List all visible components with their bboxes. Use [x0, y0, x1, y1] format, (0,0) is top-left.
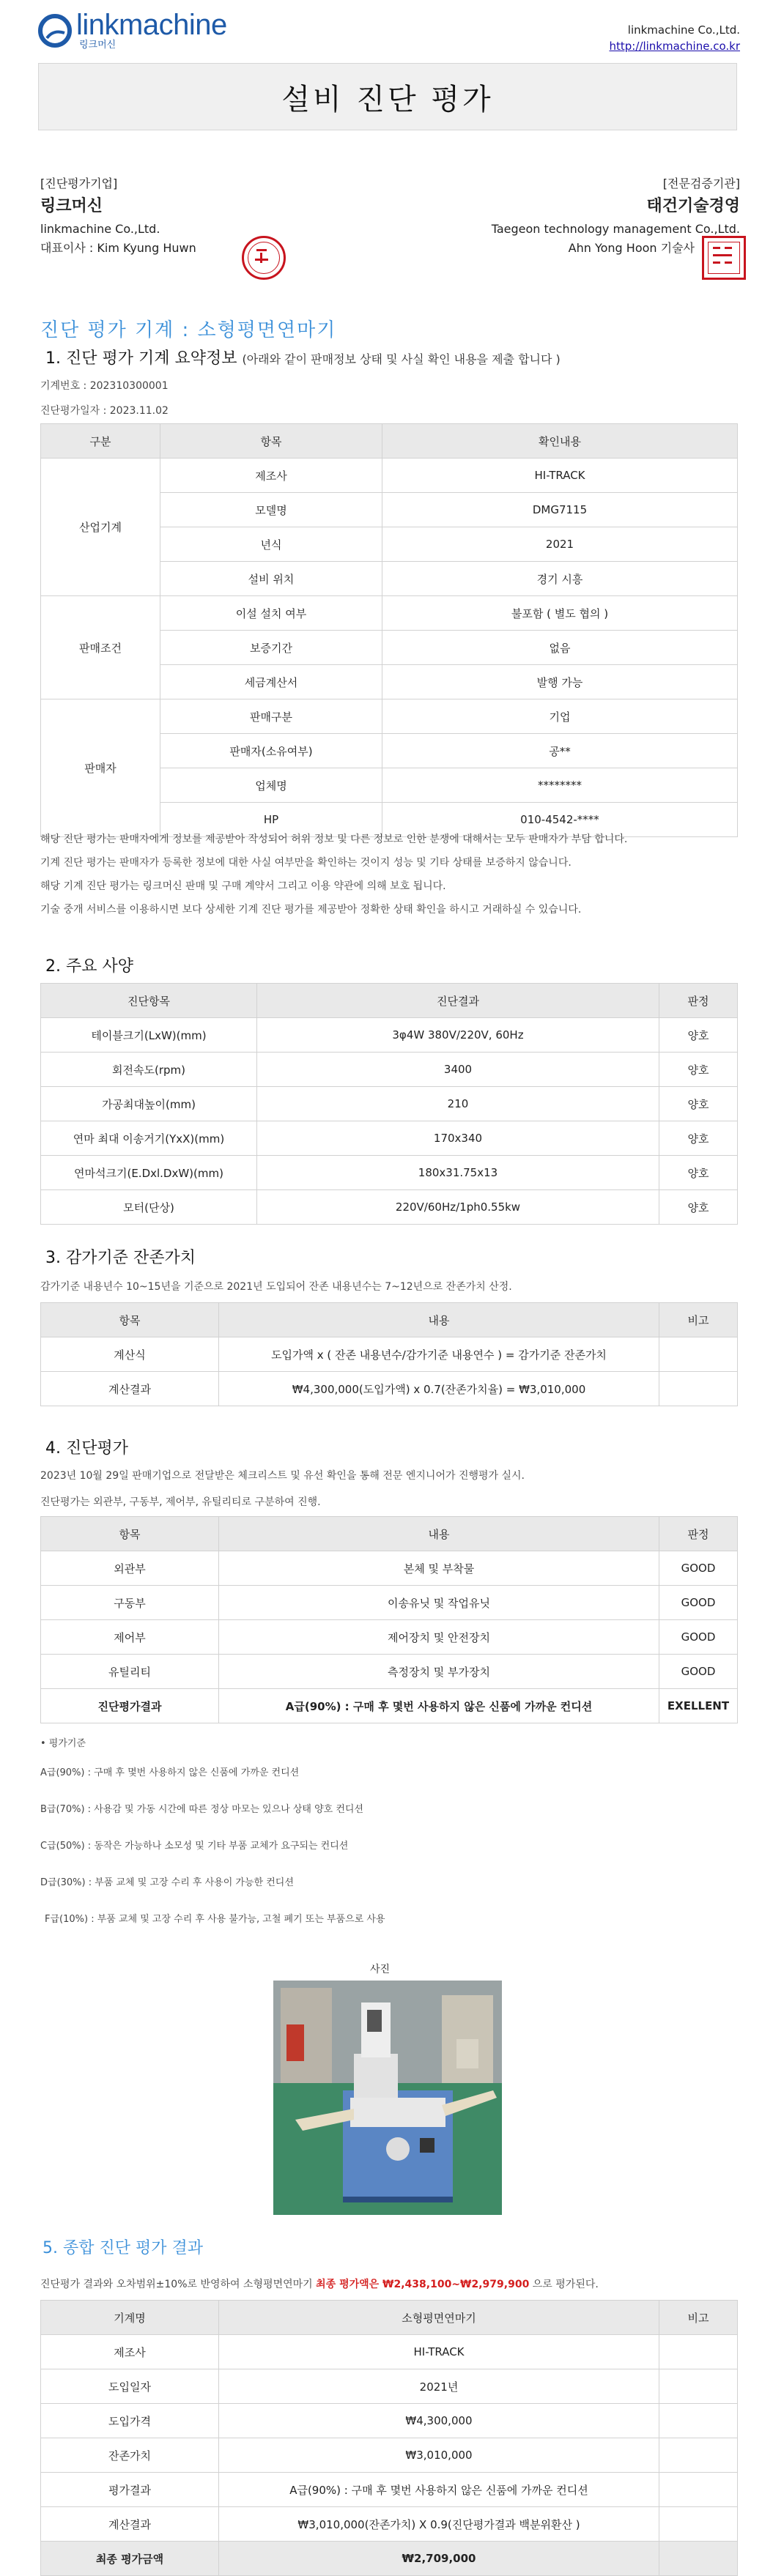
- section4-description-1: 2023년 10월 29일 판매기업으로 전달받은 체크리스트 및 유선 확인을 통해 전문 엔지니어가 진행평가 실시.: [40, 1470, 525, 1482]
- table-cell: 제조사: [41, 2335, 219, 2369]
- final-table-header: [41, 2301, 738, 2335]
- grade-line: D급(30%) : 부품 교체 및 고장 수리 후 사용이 가능한 컨디션: [40, 1877, 294, 1888]
- table-row: [41, 1121, 738, 1156]
- table-cell: ₩4,300,000(도입가액) x 0.7(잔존가치율) = ₩3,010,000: [219, 1372, 659, 1406]
- disclaimer-line: 기계 진단 평가는 판매자가 등록한 정보에 대한 사실 여부만을 확인하는 것이지 성능 및 기타 상태를 보증하지 않습니다.: [40, 857, 572, 869]
- result-label: 진단평가결과: [41, 1689, 219, 1723]
- table-cell: 170x340: [257, 1121, 659, 1156]
- table-cell: 이송유닛 및 작업유닛: [219, 1586, 659, 1620]
- grade-line: F급(10%) : 부품 교체 및 고장 수리 후 사용 불가능, 고철 폐기 또는 부품으로 사용: [45, 1914, 385, 1925]
- value-cell: HI-TRACK: [382, 459, 738, 493]
- value-cell: ********: [382, 768, 738, 803]
- value-cell: DMG7115: [382, 493, 738, 527]
- table-cell: 제어장치 및 안전장치: [219, 1620, 659, 1655]
- table-cell: 모터(단상): [41, 1190, 257, 1225]
- value-cell: 발행 가능: [382, 665, 738, 699]
- table-row: [41, 699, 738, 734]
- table-row: [41, 2507, 738, 2542]
- table-cell: 양호: [659, 1087, 738, 1121]
- item-cell: 이설 설치 여부: [160, 596, 382, 631]
- table-cell: 본체 및 부착물: [219, 1551, 659, 1586]
- company-website-link[interactable]: http://linkmachine.co.kr: [609, 40, 740, 53]
- table-row: [41, 1156, 738, 1190]
- total-label: 최종 평가금액: [41, 2542, 219, 2576]
- table-cell: HI-TRACK: [219, 2335, 659, 2369]
- table-cell: [659, 1337, 738, 1372]
- column-header: 기계명: [41, 2301, 219, 2335]
- diagnosis-date: 진단평가일자 : 2023.11.02: [40, 405, 169, 417]
- table-cell: 회전속도(rpm): [41, 1053, 257, 1087]
- final-table: [40, 2300, 738, 2576]
- column-header: 비고: [659, 1303, 738, 1337]
- result-judgement: EXELLENT: [659, 1689, 738, 1723]
- value-cell: 불포함 ( 별도 협의 ): [382, 596, 738, 631]
- table-cell: 2021년: [219, 2369, 659, 2404]
- final-range-text: 최종 평가액은 ₩2,438,100~₩2,979,900: [316, 2279, 530, 2290]
- table-cell: 양호: [659, 1121, 738, 1156]
- table-cell: A급(90%) : 구매 후 몇번 사용하지 않은 신품에 가까운 컨디션: [219, 2473, 659, 2507]
- client-name: 링크머신: [40, 197, 103, 215]
- table-cell: GOOD: [659, 1551, 738, 1586]
- item-cell: 모델명: [160, 493, 382, 527]
- machine-photo-image: [273, 1981, 502, 2215]
- disclaimer-line: 해당 진단 평가는 판매자에게 정보를 제공받아 작성되어 허위 정보 및 다른 정보로 인한 분쟁에 대해서는 모두 판매자가 부담 합니다.: [40, 834, 628, 845]
- machine-title: 진단 평가 기계 : 소형평면연마기: [40, 319, 337, 341]
- table-cell: 3400: [257, 1053, 659, 1087]
- table-row: [41, 1018, 738, 1053]
- section3-heading: 3. 감가기준 잔존가치: [45, 1249, 196, 1267]
- column-header: 진단결과: [257, 984, 659, 1018]
- table-cell: [659, 2473, 738, 2507]
- logo-subtext: 링크머신: [79, 40, 116, 51]
- table-cell: 유틸리티: [41, 1655, 219, 1689]
- spec-table-header: [41, 984, 738, 1018]
- page-title: 설비 진단 평가: [281, 82, 494, 116]
- table-row: [41, 1655, 738, 1689]
- column-header: 항목: [160, 424, 382, 459]
- column-header: 소형평면연마기: [219, 2301, 659, 2335]
- item-cell: 세금계산서: [160, 665, 382, 699]
- grade-line: A급(90%) : 구매 후 몇번 사용하지 않은 신품에 가까운 컨디션: [40, 1767, 300, 1778]
- table-cell: [659, 2507, 738, 2542]
- table-cell: [659, 2369, 738, 2404]
- table-cell: 210: [257, 1087, 659, 1121]
- item-cell: HP: [160, 803, 382, 837]
- evaluation-table-header: [41, 1517, 738, 1551]
- table-cell: 측정장치 및 부가장치: [219, 1655, 659, 1689]
- section3-description: 감가기준 내용년수 10~15년을 기준으로 2021년 도입되어 잔존 내용년수는 7~12년으로 잔존가치 산정.: [40, 1281, 512, 1293]
- item-cell: 보증기간: [160, 631, 382, 665]
- table-row: [41, 1620, 738, 1655]
- column-header: 판정: [659, 984, 738, 1018]
- total-note: [659, 2542, 738, 2576]
- item-cell: 제조사: [160, 459, 382, 493]
- group-cell: 산업기계: [41, 459, 160, 596]
- column-header: 비고: [659, 2301, 738, 2335]
- machine-photo: [273, 1981, 502, 2215]
- item-cell: 판매구분: [160, 699, 382, 734]
- client-seal-icon: [242, 236, 286, 280]
- value-cell: 기업: [382, 699, 738, 734]
- table-cell: 테이블크기(LxW)(mm): [41, 1018, 257, 1053]
- photo-caption: 사진: [370, 1964, 391, 1975]
- value-cell: 공**: [382, 734, 738, 768]
- disclaimer-line: 해당 기계 진단 평가는 링크머신 판매 및 구매 계약서 그리고 이용 약관에 의해 보호 됩니다.: [40, 880, 446, 892]
- final-total-row: [41, 2542, 738, 2576]
- table-cell: [659, 2335, 738, 2369]
- table-row: [41, 2404, 738, 2438]
- header-company-info: [610, 22, 741, 54]
- column-header: 구분: [41, 424, 160, 459]
- column-header: 내용: [219, 1517, 659, 1551]
- table-cell: 도입가격: [41, 2404, 219, 2438]
- client-info: [40, 174, 196, 258]
- summary-table-header: [41, 424, 738, 459]
- certifier-seal-icon: [702, 236, 746, 280]
- table-cell: 도입일자: [41, 2369, 219, 2404]
- table-row: [41, 1586, 738, 1620]
- disclaimer-notes: [40, 828, 627, 921]
- section1-heading-text: 1. 진단 평가 기계 요약정보: [45, 349, 237, 368]
- machine-number: 기계번호 : 202310300001: [40, 380, 169, 392]
- table-row: [41, 596, 738, 631]
- depreciation-table-header: [41, 1303, 738, 1337]
- table-cell: 계산식: [41, 1337, 219, 1372]
- evaluation-result-row: [41, 1689, 738, 1723]
- section4-heading: 4. 진단평가: [45, 1439, 128, 1458]
- table-cell: GOOD: [659, 1655, 738, 1689]
- section1-heading: [45, 346, 561, 368]
- grade-criteria: [40, 1733, 385, 1938]
- table-cell: 도입가액 x ( 잔존 내용년수/감가기준 내용연수 ) = 감가기준 잔존가치: [219, 1337, 659, 1372]
- company-logo: [38, 10, 227, 51]
- table-cell: 연마석크기(E.Dxl.DxW)(mm): [41, 1156, 257, 1190]
- table-row: [41, 2438, 738, 2473]
- table-cell: 가공최대높이(mm): [41, 1087, 257, 1121]
- spec-table: [40, 983, 738, 1225]
- section2-heading: 2. 주요 사양: [45, 957, 133, 976]
- value-cell: 없음: [382, 631, 738, 665]
- table-cell: 양호: [659, 1018, 738, 1053]
- header-company-name: linkmachine Co.,Ltd.: [627, 23, 740, 37]
- table-cell: 3φ4W 380V/220V, 60Hz: [257, 1018, 659, 1053]
- certifier-name: 태건기술경영: [646, 197, 740, 215]
- logo-swirl-icon: [38, 14, 72, 48]
- logo-text: linkmachine: [76, 9, 227, 41]
- table-row: [41, 1190, 738, 1225]
- section5-summary: [40, 2276, 599, 2291]
- value-cell: 경기 시흥: [382, 562, 738, 596]
- table-cell: 180x31.75x13: [257, 1156, 659, 1190]
- table-cell: [659, 2404, 738, 2438]
- client-name-en: linkmachine Co.,Ltd.: [40, 222, 160, 236]
- table-cell: [659, 2438, 738, 2473]
- item-cell: 년식: [160, 527, 382, 562]
- item-cell: 설비 위치: [160, 562, 382, 596]
- section4-description-2: 진단평가는 외관부, 구동부, 제어부, 유틸리티로 구분하여 진행.: [40, 1496, 321, 1508]
- table-cell: ₩3,010,000: [219, 2438, 659, 2473]
- table-cell: 양호: [659, 1190, 738, 1225]
- table-cell: ₩4,300,000: [219, 2404, 659, 2438]
- result-grade: A급(90%) : 구매 후 몇번 사용하지 않은 신품에 가까운 컨디션: [219, 1689, 659, 1723]
- table-row: [41, 1551, 738, 1586]
- section5-heading: 5. 종합 진단 평가 결과: [42, 2239, 203, 2257]
- grade-criteria-title: • 평가기준: [40, 1738, 86, 1749]
- certifier-label: [전문검증기관]: [662, 177, 740, 190]
- table-cell: 계산결과: [41, 2507, 219, 2542]
- table-cell: 평가결과: [41, 2473, 219, 2507]
- table-cell: 잔존가치: [41, 2438, 219, 2473]
- table-cell: 구동부: [41, 1586, 219, 1620]
- table-row: [41, 459, 738, 493]
- client-representative: 대표이사 : Kim Kyung Huwn: [40, 241, 196, 255]
- total-value: ₩2,709,000: [219, 2542, 659, 2576]
- summary-text-end: 으로 평가된다.: [532, 2279, 599, 2290]
- table-row: [41, 1372, 738, 1406]
- table-cell: 외관부: [41, 1551, 219, 1586]
- column-header: 진단항목: [41, 984, 257, 1018]
- table-cell: 양호: [659, 1053, 738, 1087]
- group-cell: 판매자: [41, 699, 160, 837]
- grade-line: C급(50%) : 동작은 가능하나 소모성 및 기타 부품 교체가 요구되는 컨디션: [40, 1841, 349, 1852]
- section1-heading-note: (아래와 같이 판매정보 상태 및 사실 확인 내용을 제출 합니다 ): [242, 352, 561, 366]
- column-header: 항목: [41, 1303, 219, 1337]
- value-cell: 2021: [382, 527, 738, 562]
- table-cell: 연마 최대 이송거기(YxX)(mm): [41, 1121, 257, 1156]
- summary-text: 진단평가 결과와 오차범위±10%로 반영하여 소형평면연마기: [40, 2279, 313, 2290]
- table-cell: [659, 1372, 738, 1406]
- table-row: [41, 1053, 738, 1087]
- table-row: [41, 2369, 738, 2404]
- table-cell: 계산결과: [41, 1372, 219, 1406]
- column-header: 판정: [659, 1517, 738, 1551]
- item-cell: 판매자(소유여부): [160, 734, 382, 768]
- table-cell: 양호: [659, 1156, 738, 1190]
- table-cell: GOOD: [659, 1620, 738, 1655]
- disclaimer-line: 기술 중개 서비스를 이용하시면 보다 상세한 기계 진단 평가를 제공받아 정확한 상태 확인을 하시고 거래하실 수 있습니다.: [40, 904, 582, 916]
- table-row: [41, 1337, 738, 1372]
- column-header: 내용: [219, 1303, 659, 1337]
- table-cell: 220V/60Hz/1ph0.55kw: [257, 1190, 659, 1225]
- table-cell: ₩3,010,000(잔존가치) X 0.9(진단평가결과 백분위환산 ): [219, 2507, 659, 2542]
- table-row: [41, 2335, 738, 2369]
- table-row: [41, 1087, 738, 1121]
- title-box: [38, 63, 737, 130]
- group-cell: 판매조건: [41, 596, 160, 699]
- column-header: 항목: [41, 1517, 219, 1551]
- certifier-representative: Ahn Yong Hoon 기술사: [568, 241, 695, 255]
- table-cell: GOOD: [659, 1586, 738, 1620]
- table-cell: 제어부: [41, 1620, 219, 1655]
- summary-table: [40, 423, 738, 837]
- table-row: [41, 2473, 738, 2507]
- item-cell: 업체명: [160, 768, 382, 803]
- client-label: [진단평가기업]: [40, 177, 118, 190]
- certifier-name-en: Taegeon technology management Co.,Ltd.: [491, 222, 740, 236]
- value-cell: 010-4542-****: [382, 803, 738, 837]
- evaluation-table: [40, 1516, 738, 1723]
- depreciation-table: [40, 1302, 738, 1406]
- column-header: 확인내용: [382, 424, 738, 459]
- grade-line: B급(70%) : 사용감 및 가동 시간에 따른 정상 마모는 있으나 상태 양호 컨디션: [40, 1804, 363, 1815]
